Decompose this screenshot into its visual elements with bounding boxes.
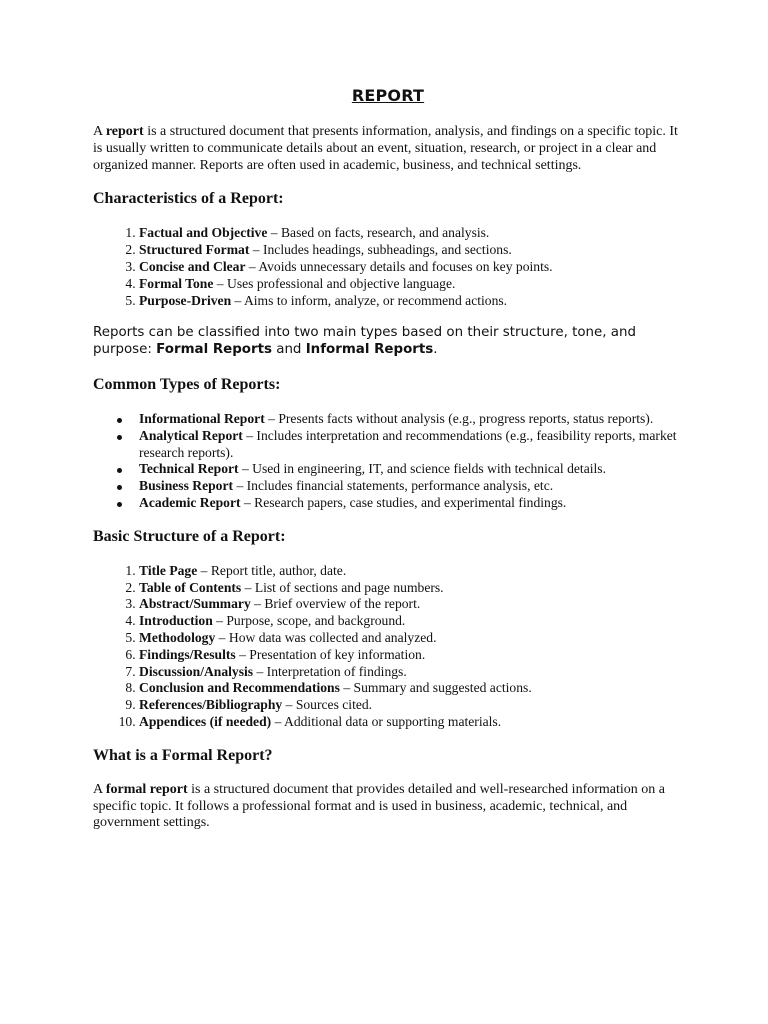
list-item xyxy=(139,613,683,630)
item-term: Informational Report xyxy=(139,410,265,426)
list-item xyxy=(139,714,683,731)
item-term: Findings/Results xyxy=(139,646,236,662)
item-desc: – Presents facts without analysis (e.g., progress reports, status reports). xyxy=(264,410,654,426)
list-item xyxy=(139,580,683,597)
intro-pre: A xyxy=(93,124,106,139)
item-term: Discussion/Analysis xyxy=(139,663,254,679)
item-term: Academic Report xyxy=(139,494,241,510)
classification-type-formal: Formal Reports xyxy=(156,342,272,358)
list-item xyxy=(139,680,683,697)
list-item xyxy=(139,630,683,647)
item-term: Introduction xyxy=(139,613,213,629)
item-desc: – Summary and suggested actions. xyxy=(339,680,532,696)
item-term: Purpose-Driven xyxy=(139,292,232,308)
classification-pre: Reports can be classified into two main types based on their structure, tone, and purpose: xyxy=(93,325,636,358)
item-desc: – Aims to inform, analyze, or recommend actions. xyxy=(231,292,508,308)
item-desc: – Report title, author, date. xyxy=(197,562,347,578)
list-item xyxy=(139,428,683,462)
item-term: Conclusion and Recommendations xyxy=(139,680,340,696)
characteristics-list xyxy=(93,225,683,309)
item-desc: – Additional data or supporting materials. xyxy=(271,713,502,729)
item-desc: – Used in engineering, IT, and science fields with technical details. xyxy=(238,461,606,477)
document-title: REPORT xyxy=(351,86,425,105)
list-item xyxy=(139,461,683,478)
list-item xyxy=(139,647,683,664)
classification-type-informal: Informal Reports xyxy=(305,342,434,358)
formal-pre: A xyxy=(93,781,106,797)
item-term: Analytical Report xyxy=(139,427,243,443)
list-item xyxy=(139,242,683,259)
item-term: Business Report xyxy=(139,478,234,494)
item-desc: – Purpose, scope, and background. xyxy=(212,613,406,629)
characteristics-heading: Characteristics of a Report: xyxy=(93,190,284,208)
item-term: Concise and Clear xyxy=(139,258,246,274)
document-body xyxy=(93,86,683,832)
formal-report-heading: What is a Formal Report? xyxy=(93,746,273,764)
list-item xyxy=(139,563,683,580)
types-heading: Common Types of Reports: xyxy=(93,375,281,393)
item-desc: – Brief overview of the report. xyxy=(250,596,421,612)
list-item xyxy=(139,495,683,512)
formal-term: formal report xyxy=(105,781,188,797)
classification-mid: and xyxy=(271,342,306,358)
list-item xyxy=(139,478,683,495)
item-desc: – Based on facts, research, and analysis. xyxy=(267,225,490,241)
item-term: Appendices (if needed) xyxy=(139,713,272,729)
structure-heading: Basic Structure of a Report: xyxy=(93,527,286,545)
item-desc: – Sources cited. xyxy=(282,697,373,713)
list-item xyxy=(139,225,683,242)
list-item xyxy=(139,664,683,681)
structure-list xyxy=(93,563,683,731)
item-term: References/Bibliography xyxy=(139,697,283,713)
item-term: Technical Report xyxy=(139,461,239,477)
item-desc: – Interpretation of findings. xyxy=(253,663,407,679)
intro-term: report xyxy=(105,124,144,139)
item-term: Formal Tone xyxy=(139,275,214,291)
list-item xyxy=(139,293,683,310)
item-term: Table of Contents xyxy=(139,579,242,595)
item-desc: – Includes interpretation and recommendations (e.g., feasibility reports, market research reports). xyxy=(139,427,677,460)
item-term: Factual and Objective xyxy=(139,225,268,241)
list-item xyxy=(139,259,683,276)
item-desc: – Presentation of key information. xyxy=(235,646,426,662)
list-item xyxy=(139,411,683,428)
item-term: Abstract/Summary xyxy=(139,596,251,612)
item-desc: – How data was collected and analyzed. xyxy=(215,629,437,645)
formal-report-paragraph xyxy=(93,782,683,832)
list-item xyxy=(139,596,683,613)
item-desc: – Includes financial statements, performance analysis, etc. xyxy=(233,478,554,494)
item-desc: – Research papers, case studies, and experimental findings. xyxy=(240,494,567,510)
types-list xyxy=(93,411,683,512)
list-item xyxy=(139,276,683,293)
item-desc: – Includes headings, subheadings, and sections. xyxy=(249,242,512,258)
item-desc: – Avoids unnecessary details and focuses on key points. xyxy=(245,258,553,274)
list-item xyxy=(139,697,683,714)
item-term: Structured Format xyxy=(139,242,250,258)
item-term: Methodology xyxy=(139,629,216,645)
intro-post: is a structured document that presents information, analysis, and findings on a specific topic. It is usually written to communicate details about an event, situation, research, or project in a clear and organized manner. Reports are often used in academic, business, and technical settings. xyxy=(93,124,678,173)
item-desc: – List of sections and page numbers. xyxy=(241,579,444,595)
classification-paragraph xyxy=(93,325,683,359)
classification-post: . xyxy=(433,342,438,358)
item-term: Title Page xyxy=(139,562,198,578)
formal-post: is a structured document that provides detailed and well-researched information on a specific topic. It follows a professional format and is used in business, academic, technical, and government settings. xyxy=(93,781,665,831)
item-desc: – Uses professional and objective language. xyxy=(213,275,456,291)
intro-paragraph xyxy=(93,124,683,174)
